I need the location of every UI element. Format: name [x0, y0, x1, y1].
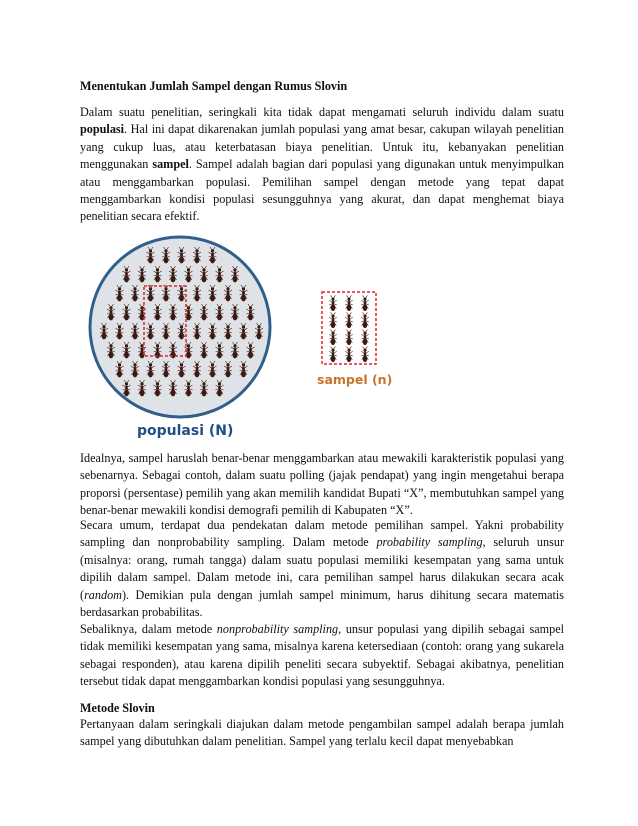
text: , unsur populasi yang dipilih sebagai sampel tidak memiliki kesempatan yang sama, misalnya karena ketersediaan (contoh: orang yang sukarela sebagai responden), atau karena dipilih peneliti secara subyektif. Sebagai akibatnya, penelitian tersebut tidak dapat menggambarkan kondisi populasi yang sesungguhnya. — [80, 622, 565, 689]
ant-icon — [345, 295, 353, 311]
ant-icon — [361, 346, 369, 362]
ant-icon — [329, 329, 337, 345]
ant-icon — [345, 346, 353, 362]
ant-icon — [345, 329, 353, 345]
document-title: Menentukan Jumlah Sampel dengan Rumus Slovin — [80, 79, 348, 93]
paragraph-intro — [80, 104, 564, 226]
ant-icon — [361, 295, 369, 311]
text: . Hal ini dapat dikarenakan jumlah populasi yang amat besar, cakupan wilayah penelitian yang cukup luas, atau keterbatasan biaya penelitian. Untuk itu, kebanyakan penelitian menggunakan — [80, 122, 564, 172]
paragraph-nonprobability — [80, 621, 564, 691]
ant-icon — [329, 295, 337, 311]
section-heading: Metode Slovin — [80, 701, 155, 715]
italic-term: random — [84, 587, 122, 602]
sample-label: sampel (n) — [317, 372, 393, 387]
paragraph-slovin: Pertanyaan dalam seringkali diajukan dalam metode pengambilan sampel adalah berapa jumlah sampel yang dibutuhkan dalam penelitian. Sampel yang terlalu kecil dapat menyebabkan — [80, 717, 564, 749]
population-sample-figure — [82, 228, 393, 443]
text: Sebaliknya, dalam metode — [80, 622, 217, 636]
ant-icon — [329, 312, 337, 328]
italic-term: nonprobability sampling — [216, 622, 339, 636]
ant-icon — [345, 312, 353, 328]
paragraph-ideal: Idealnya, sampel haruslah benar-benar menggambarkan atau mewakili karakteristik populasi yang sebenarnya. Sebagai contoh, dalam suatu polling (jajak pendapat) yang ingin mengetahui berapa proporsi (persentase) pemilih yang akan memilih kandidat Bupati “X”, membutuhkan sampel yang benar-benar mewakili kondisi demografi pemilih di Kabupaten “X”. — [80, 451, 564, 518]
paragraph-approaches — [80, 517, 564, 621]
bold-term-populasi: populasi — [80, 122, 125, 137]
italic-term: probability sampling — [376, 535, 483, 550]
ant-icon — [361, 312, 369, 328]
text: Dalam suatu penelitian, seringkali kita tidak dapat mengamati seluruh individu dalam suatu — [80, 105, 564, 119]
ant-icon — [329, 346, 337, 362]
population-label: populasi (N) — [137, 423, 234, 439]
text: Secara umum, terdapat dua pendekatan dalam metode pemilihan sampel. Yakni probability sampling dan nonprobability sampling. Dalam metode — [80, 518, 564, 550]
bold-term-sampel: sampel — [152, 157, 189, 172]
text: , seluruh unsur (misalnya: orang, rumah tangga) dalam suatu populasi memiliki kesempatan yang sama untuk dipilih dalam sampel. Dalam metode ini, cara pemilihan sampel harus dilakukan secara acak ( — [80, 535, 565, 602]
text: ). Demikian pula dengan jumlah sampel minimum, harus dihitung secara matematis berdasarkan probabilitas. — [80, 587, 564, 620]
ant-icon — [361, 329, 369, 345]
sample-ants — [329, 295, 369, 362]
text: . Sampel adalah bagian dari populasi yang digunakan untuk menyimpulkan atau menggambarkan populasi. Pemilihan sampel dengan metode yang tepat dapat menggambarkan kondisi populasi sesungguhnya yang akurat, dan dapat menghemat biaya penelitian secara efektif. — [80, 157, 564, 224]
